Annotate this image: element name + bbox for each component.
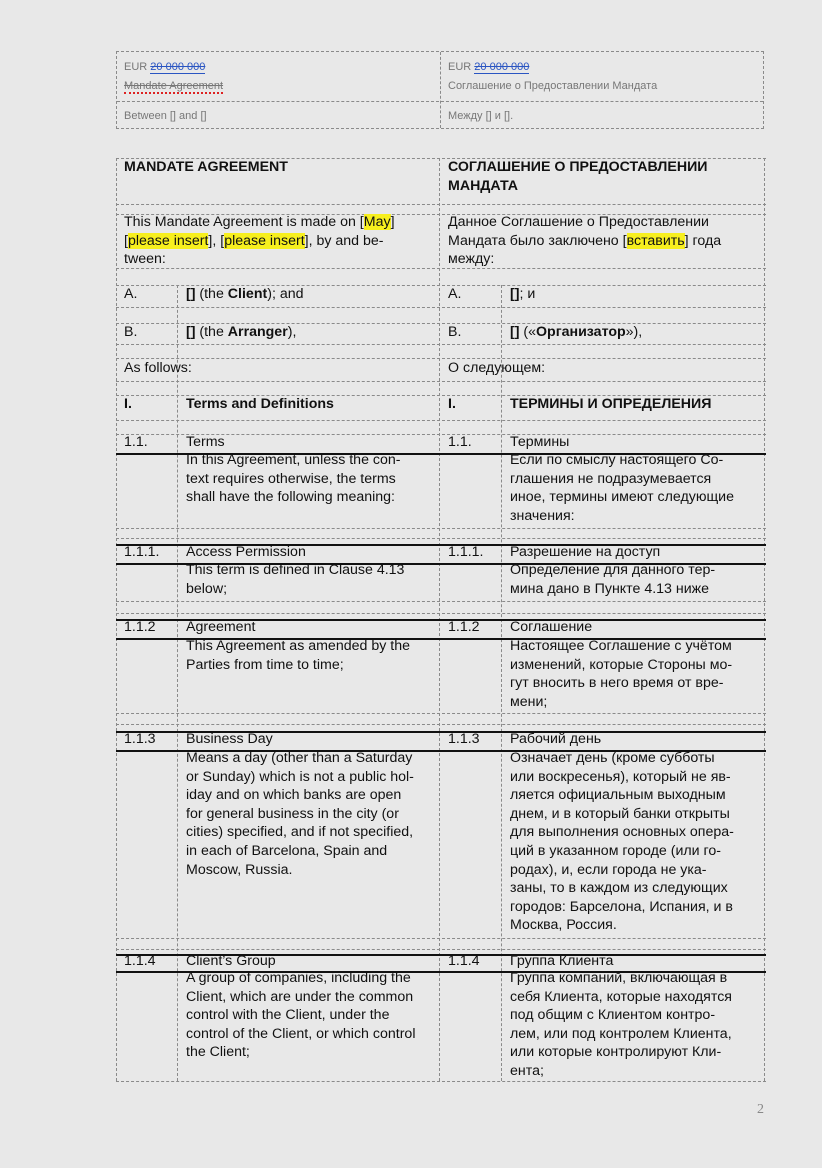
clause-title-en: Agreement <box>186 619 256 635</box>
clause-number-ru: 1.1. <box>448 434 472 450</box>
section-number-ru: I. <box>448 396 456 412</box>
clause-body-en: This term is defined in Clause 4.13 below; <box>186 562 405 597</box>
clause-body-ru: Настоящее Соглашение с учётом изменений, которые Стороны мо- гут вносить в него время от вре- мени; <box>510 638 733 710</box>
clause-title-en: Client’s Group <box>186 953 276 969</box>
header-title-ru: Соглашение о Предоставлении Мандата <box>448 80 658 92</box>
page-number: 2 <box>757 1102 764 1117</box>
clause-number-ru: 1.1.3 <box>448 731 480 747</box>
clause-number-en: 1.1.4 <box>124 953 156 969</box>
placeholder-highlight: please insert <box>127 232 209 249</box>
party-b-label-en: B. <box>124 324 138 340</box>
clause-title-ru: Рабочий день <box>510 731 602 747</box>
clause-body-en: Means a day (other than a Saturday or Sunday) which is not a public hol- iday and on which banks are open for general business in the city (or cities) specified, and if not specified, in each of Barcelona, Spain and Moscow, Russia. <box>186 750 414 878</box>
clause-title-ru: Соглашение <box>510 619 593 635</box>
party-a-label-ru: A. <box>448 286 462 302</box>
clause-title-ru: Группа Клиента <box>510 953 614 969</box>
clause-body-en: This Agreement as amended by the Parties from time to time; <box>186 638 410 673</box>
header-left-title-cell <box>124 58 223 96</box>
header-right-title-cell <box>448 58 657 96</box>
clause-title-en: Business Day <box>186 731 273 747</box>
title-ru-line2: МАНДАТА <box>448 177 518 194</box>
clause-title-ru: Разрешение на доступ <box>510 544 661 560</box>
section-number-en: I. <box>124 396 132 412</box>
clause-title-en: Terms <box>186 434 225 450</box>
clause-number-en: 1.1.3 <box>124 731 156 747</box>
party-a-ru: []; и <box>510 286 536 302</box>
deleted-amount: 20 000 000 <box>150 61 206 73</box>
header-left-parties: Between [] and [] <box>124 110 207 122</box>
clause-title-ru: Термины <box>510 434 570 450</box>
placeholder-highlight: please insert <box>224 232 305 249</box>
clause-number-en: 1.1.1. <box>124 544 160 560</box>
title-ru-line1: СОГЛАШЕНИЕ О ПРЕДОСТАВЛЕНИИ <box>448 159 708 175</box>
clause-body-ru: Группа компаний, включающая в себя Клиента, которые находятся под общим с Клиентом контро- лем, или под контролем Клиента, или которые контролируют Кли- ента; <box>510 970 732 1079</box>
header-right-parties: Между [] и []. <box>448 110 514 122</box>
intro-ru: Данное Соглашение о Предоставлении Мандата было заключено [вставить] года между: <box>448 214 722 268</box>
title-ru <box>448 158 708 195</box>
party-b-en: [] (the Arranger), <box>186 324 297 340</box>
party-b-ru: [] («Организатор»), <box>510 324 643 340</box>
clause-body-ru: Определение для данного тер- мина дано в Пункте 4.13 ниже <box>510 562 716 597</box>
clause-number-ru: 1.1.1. <box>448 544 484 560</box>
currency-label-ru: EUR <box>448 61 472 73</box>
clause-body-ru: Означает день (кроме субботы или воскресенья), который не яв- ляется официальным выходным днем, и в который банки открыты для выполнения основных опера- ций в указанном городе (или го- родах), и, если города не ука- заны, то в каждом из следующих городов: Барселона, Испания, и в Москва, Россия. <box>510 750 734 934</box>
intro-en: This Mandate Agreement is made on [May] [please insert], [please insert], by and be- tween: <box>124 214 395 268</box>
deleted-amount-ru: 20 000 000 <box>474 61 530 73</box>
as-follows-ru: О следующем: <box>448 360 546 376</box>
title-en: MANDATE AGREEMENT <box>124 159 288 175</box>
party-b-label-ru: B. <box>448 324 462 340</box>
currency-label: EUR <box>124 61 148 73</box>
party-a-label-en: A. <box>124 286 138 302</box>
placeholder-highlight: вставить <box>626 232 685 249</box>
deleted-title: Mandate Agreement <box>124 80 224 92</box>
clause-number-ru: 1.1.4 <box>448 953 480 969</box>
clause-body-en: A group of companies, including the Client, which are under the common control with the Client, under the control of the Client, or which control the Client; <box>186 970 416 1061</box>
clause-number-en: 1.1. <box>124 434 148 450</box>
section-title-ru: ТЕРМИНЫ И ОПРЕДЕЛЕНИЯ <box>510 396 712 412</box>
clause-body-ru: Если по смыслу настоящего Со- глашения не подразумевается иное, термины имеют следующие значения: <box>510 452 734 524</box>
section-title-en: Terms and Definitions <box>186 396 334 412</box>
placeholder-highlight: May <box>363 214 391 230</box>
agreement-table <box>116 158 766 1081</box>
clause-title-en: Access Permission <box>186 544 306 560</box>
clause-body-en: In this Agreement, unless the con- text requires otherwise, the terms shall have the following meaning: <box>186 452 401 506</box>
clause-number-en: 1.1.2 <box>124 619 156 635</box>
party-a-en: [] (the Client); and <box>186 286 304 302</box>
as-follows-en: As follows: <box>124 360 192 376</box>
header-table <box>116 51 764 129</box>
clause-number-ru: 1.1.2 <box>448 619 480 635</box>
